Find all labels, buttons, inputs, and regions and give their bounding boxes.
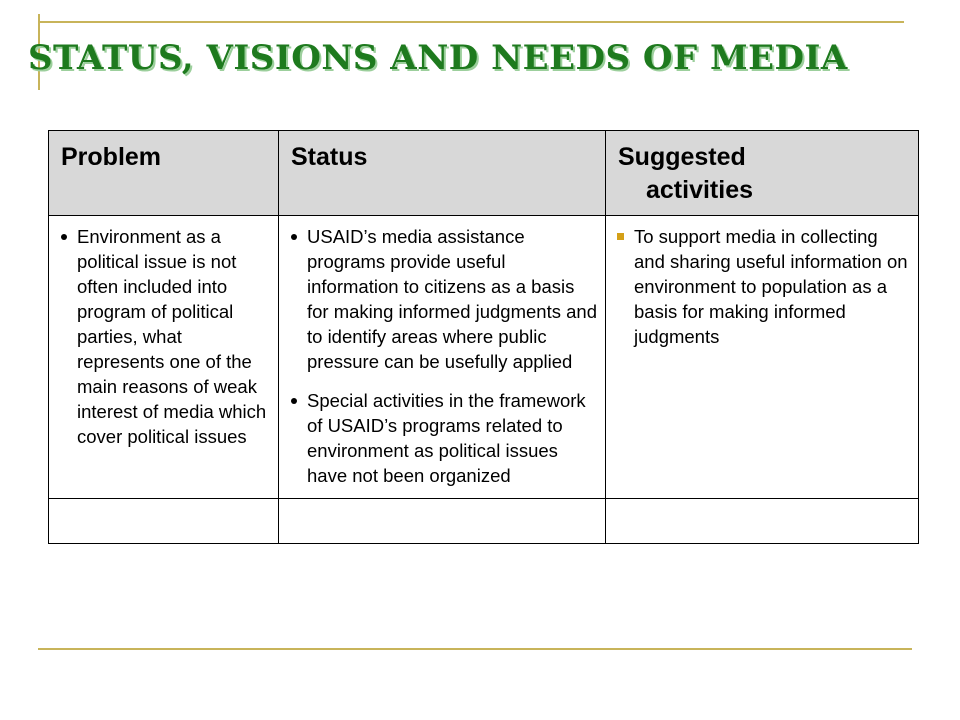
round-bullet-icon: [61, 234, 67, 240]
header-suggested: [606, 131, 919, 216]
cell-problem: [49, 216, 279, 499]
slide-title: STATUS, VISIONS AND NEEDS OF MEDIA: [28, 38, 848, 78]
table-row-empty: [49, 499, 919, 544]
header-status-label: Status: [291, 143, 368, 171]
cell-suggested: [606, 216, 919, 499]
top-decor-line: [38, 21, 904, 23]
cell-status: [279, 216, 606, 499]
empty-cell: [49, 499, 279, 544]
header-suggested-line1: Suggested: [618, 143, 746, 171]
bottom-decor-line: [38, 648, 912, 650]
header-problem-label: Problem: [61, 143, 162, 171]
suggested-text: To support media in collecting and sharing useful information on environment to population as a basis for making informed judgments: [634, 226, 908, 347]
header-suggested-line2: activities: [646, 176, 754, 204]
list-item: [289, 224, 597, 374]
header-problem: [49, 131, 279, 216]
round-bullet-icon: [291, 398, 297, 404]
list-item: [59, 224, 270, 449]
table-row: [49, 216, 919, 499]
list-item: [289, 388, 597, 488]
header-status: [279, 131, 606, 216]
empty-cell: [606, 499, 919, 544]
problem-text: Environment as a political issue is not often included into program of political parties, what represents one of the main reasons of weak interest of media which cover political issues: [77, 226, 267, 447]
square-bullet-icon: [617, 233, 624, 240]
round-bullet-icon: [291, 234, 297, 240]
status-text-1: USAID’s media assistance programs provide useful information to citizens as a basis for making informed judgments and to identify areas where public pressure can be usefully applied: [307, 226, 597, 372]
status-text-2: Special activities in the framework of USAID’s programs related to environment as political issues have not been organized: [307, 390, 586, 486]
header-suggested-label: [606, 131, 918, 207]
header-row: [49, 131, 919, 216]
empty-cell: [279, 499, 606, 544]
list-item: [616, 224, 910, 349]
media-table: [48, 130, 919, 544]
